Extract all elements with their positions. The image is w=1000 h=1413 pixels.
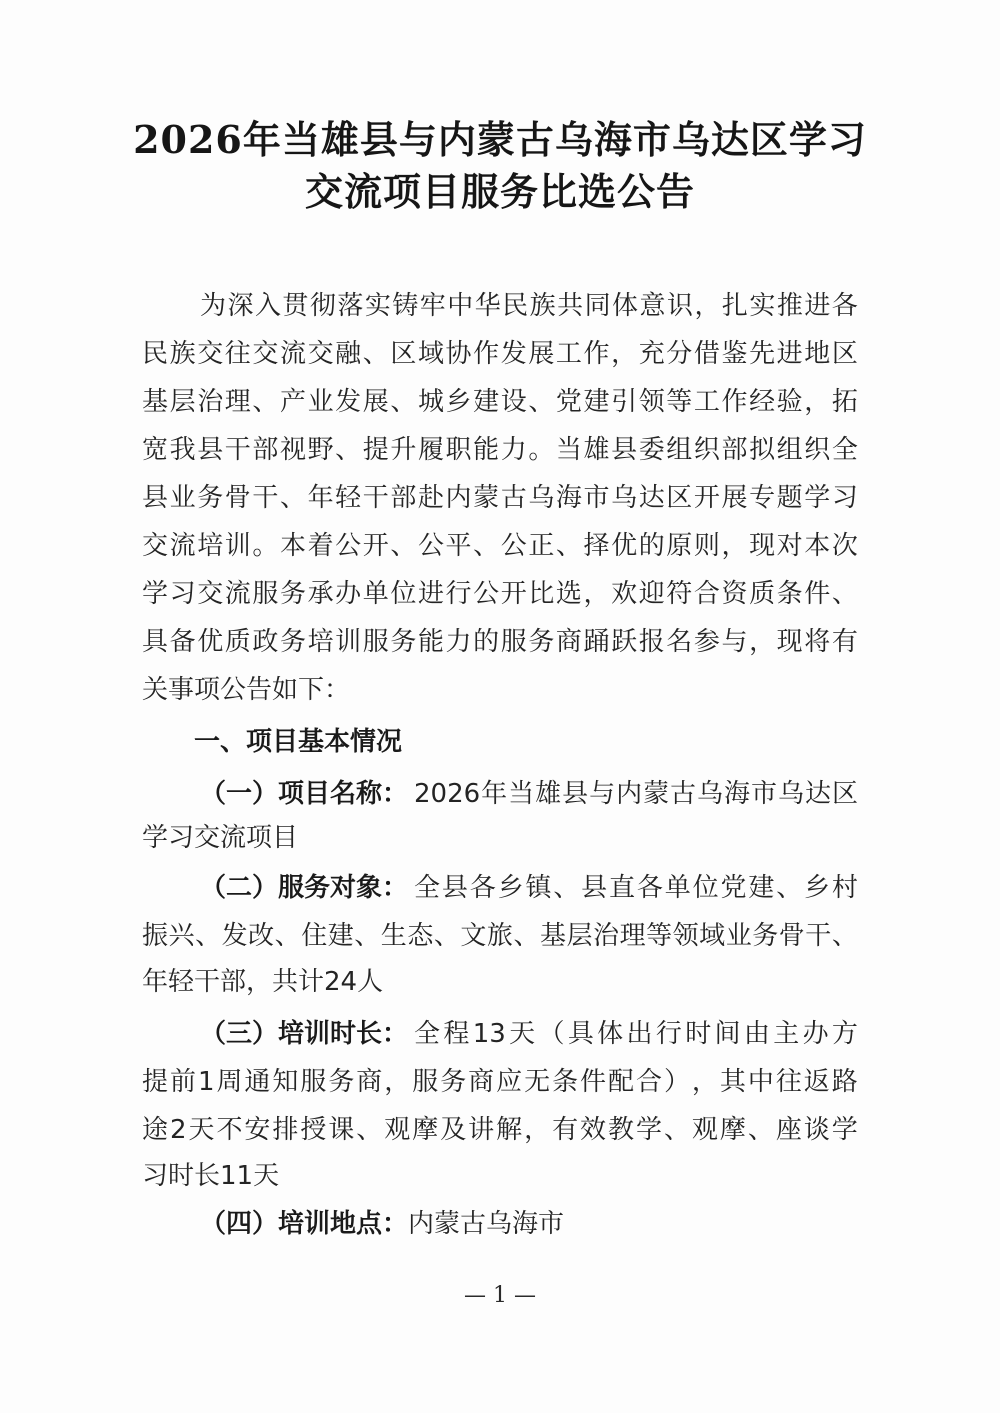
page-number: — 1 — (464, 1283, 536, 1308)
item-2-line-1 (200, 864, 858, 912)
intro-line-4-text: 宽 我 县 干 部 视 野 、 提 升 履 职 能 力 。 当 雄 县 委 组 织 部 拟 组 织 全 (142, 435, 858, 465)
item-2-line-2-text: 振 兴 、 发 改 、 住 建 、 生 态 、 文 旅 、 基 层 治 理 等 领 域 业 务 骨 干 、 (142, 921, 858, 951)
intro-line-9: 关事项公告如下： (142, 675, 351, 705)
item-4-lead: （四）培训地点： (200, 1209, 409, 1239)
item-1-line-1-text: 2026 年 当 雄 县 与 内 蒙 古 乌 海 市 乌 达 区 (414, 779, 858, 809)
item-2-line-3: 年轻干部，共计24人 (142, 967, 384, 997)
item-2-line-1-lead: （二）服务对象： (200, 873, 409, 903)
item-3-line-2-text: 提 前 1 周 通 知 服 务 商 ， 服 务 商 应 无 条 件 配 合 ） ， 其 中 往 返 路 (142, 1067, 858, 1097)
intro-line-1 (200, 282, 858, 330)
intro-line-4 (142, 426, 858, 474)
intro-line-5 (142, 474, 858, 522)
intro-line-2 (142, 330, 858, 378)
item-3-line-1-lead: （三）培训时长： (200, 1019, 409, 1049)
item-3-line-1 (200, 1010, 858, 1058)
section-1-heading: 一、项目基本情况 (194, 727, 403, 757)
item-2-line-1-text: 全 县 各 乡 镇 、 县 直 各 单 位 党 建 、 乡 村 (414, 873, 858, 903)
intro-line-8-text: 具 备 优 质 政 务 培 训 服 务 能 力 的 服 务 商 踊 跃 报 名 参 与 ， 现 将 有 (142, 627, 858, 657)
intro-line-3-text: 基 层 治 理 、 产 业 发 展 、 城 乡 建 设 、 党 建 引 领 等 工 作 经 验 ， 拓 (142, 387, 858, 417)
intro-line-1-text: 为 深 入 贯 彻 落 实 铸 牢 中 华 民 族 共 同 体 意 识 ， 扎 实 推 进 各 (200, 291, 858, 321)
document-title-line-2: 交流项目服务比选公告 (304, 169, 695, 214)
item-1-line-1-lead: （一）项目名称： (200, 779, 409, 809)
intro-line-6 (142, 522, 858, 570)
item-2-line-2 (142, 912, 858, 960)
item-3-line-3 (142, 1106, 858, 1154)
item-3-line-3-text: 途 2 天 不 安 排 授 课 、 观 摩 及 讲 解 ， 有 效 教 学 、 观 摩 、 座 谈 学 (142, 1115, 858, 1145)
intro-line-7 (142, 570, 858, 618)
intro-line-2-text: 民 族 交 往 交 流 交 融 、 区 域 协 作 发 展 工 作 ， 充 分 借 鉴 先 进 地 区 (142, 339, 858, 369)
item-1-line-1 (200, 770, 858, 818)
item-4-text: 内蒙古乌海市 (408, 1209, 565, 1239)
item-4-line-1 (200, 1200, 858, 1248)
item-3-line-4: 习时长11天 (142, 1161, 280, 1191)
item-3-line-1-text: 全 程 13 天 （ 具 体 出 行 时 间 由 主 办 方 (414, 1019, 858, 1049)
intro-line-8 (142, 618, 858, 666)
item-3-line-2 (142, 1058, 858, 1106)
item-1-line-2: 学习交流项目 (142, 823, 299, 853)
intro-line-7-text: 学 习 交 流 服 务 承 办 单 位 进 行 公 开 比 选 ， 欢 迎 符 合 资 质 条 件 、 (142, 579, 858, 609)
intro-line-3 (142, 378, 858, 426)
intro-line-6-text: 交 流 培 训 。 本 着 公 开 、 公 平 、 公 正 、 择 优 的 原 则 ， 现 对 本 次 (142, 531, 858, 561)
intro-line-5-text: 县 业 务 骨 干 、 年 轻 干 部 赴 内 蒙 古 乌 海 市 乌 达 区 开 展 专 题 学 习 (142, 483, 858, 513)
document-title-line-1: 2026年当雄县与内蒙古乌海市乌达区学习 (133, 117, 867, 162)
